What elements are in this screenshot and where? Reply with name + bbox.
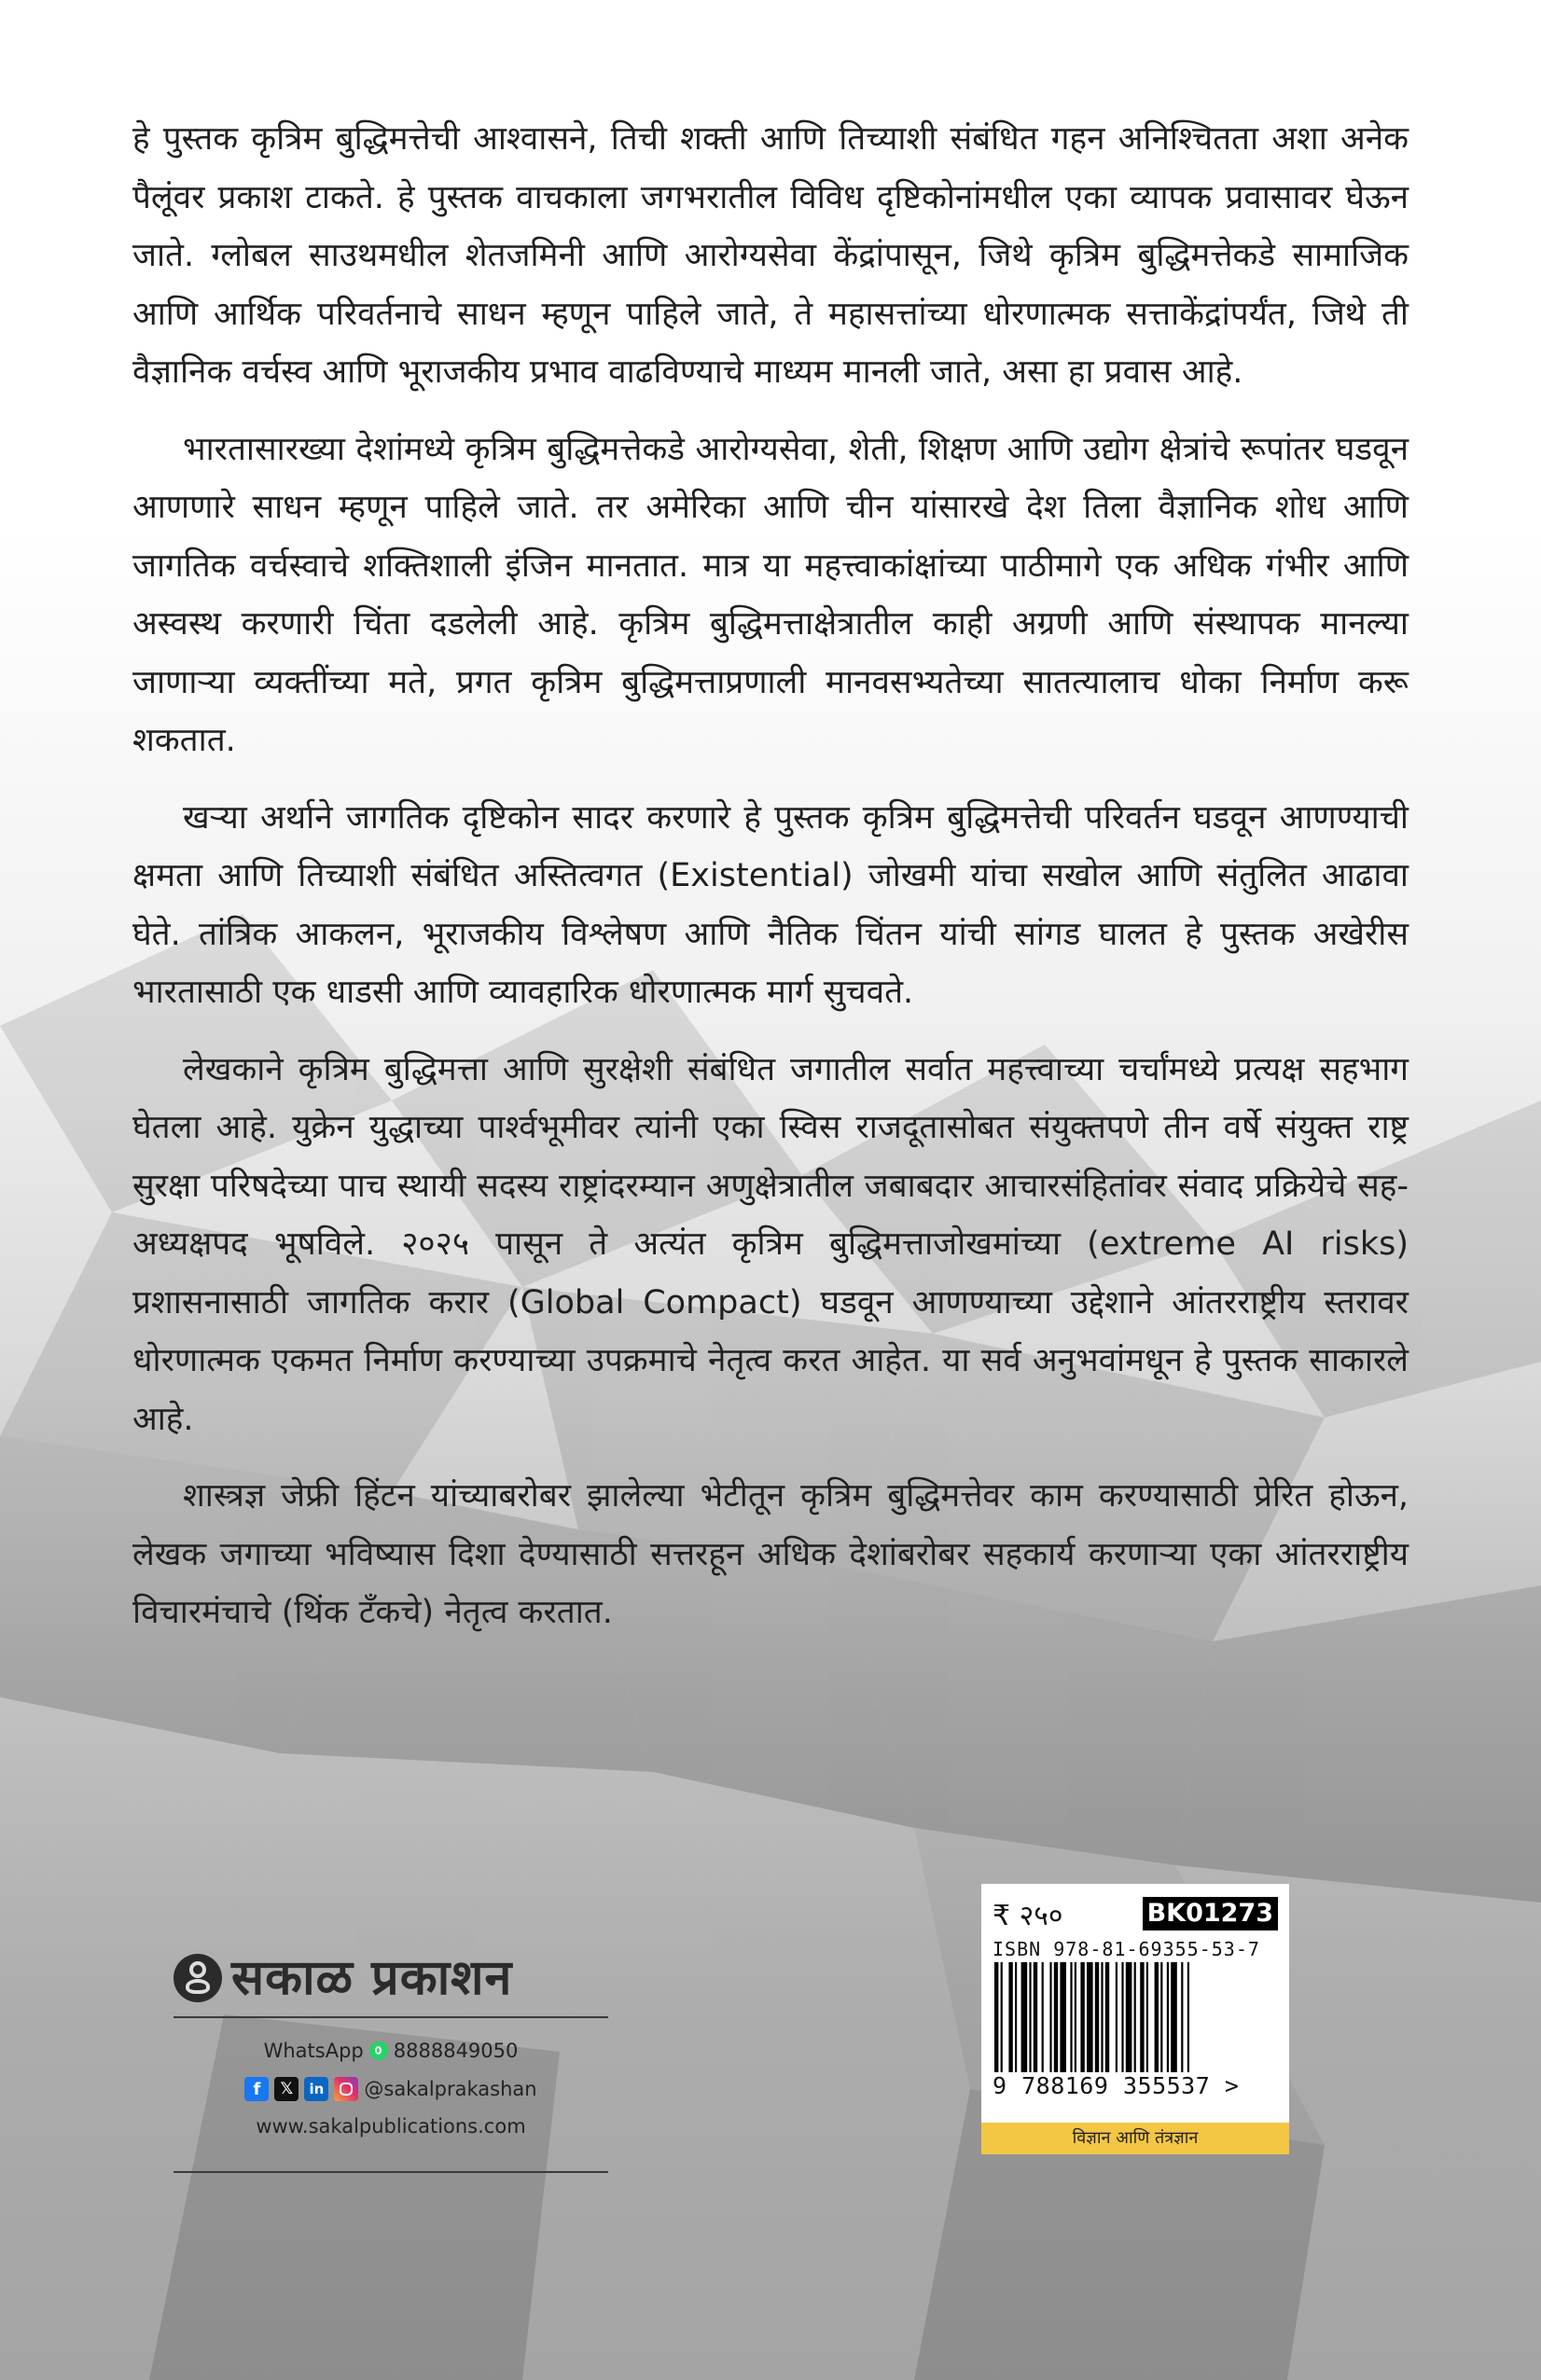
barcode-bar	[1070, 1962, 1072, 2072]
publisher-logo-icon	[174, 1954, 222, 2002]
barcode-bar	[1181, 1962, 1183, 2072]
barcode-bar	[1146, 1962, 1148, 2072]
social-row	[174, 2074, 608, 2104]
barcode-bar	[1126, 1962, 1132, 2072]
barcode-bar	[1140, 1962, 1144, 2072]
facebook-icon: f	[244, 2077, 269, 2101]
ean-digits: 9 788169 355537 >	[993, 2072, 1240, 2099]
whatsapp-label: WhatsApp	[263, 2040, 364, 2062]
category-label: विज्ञान आणि तंत्रज्ञान	[981, 2123, 1289, 2154]
barcode-bar	[1015, 1962, 1017, 2072]
publisher-block	[174, 1940, 608, 2182]
barcode-box	[981, 1884, 1289, 2154]
blurb-paragraph-3: खऱ्या अर्थाने जागतिक दृष्टिकोन सादर करणारे हे पुस्तक कृत्रिम बुद्धिमत्तेची परिवर्तन घडवून आणण्याची क्षमता आणि तिच्याशी संबंधित अस्तित्वगत (Existential) जोखमी यांचा सखोल आणि संतुलित आढावा घेते. तांत्रिक आकलन, भूराजकीय विश्लेषण आणि नैतिक चिंतन यांची सांगड घालत हे पुस्तक अखेरीस भारतासाठी एक धाडसी आणि व्यावहारिक धोरणात्मक मार्ग सुचवते.	[132, 798, 1409, 1011]
publisher-contact	[174, 2037, 608, 2141]
barcode-bars	[993, 1962, 1278, 2072]
barcode-bar	[1087, 1962, 1093, 2072]
barcode-bar	[1171, 1962, 1177, 2072]
barcode-bar	[1160, 1962, 1162, 2072]
isbn-text: ISBN 978-81-69355-53-7	[993, 1938, 1260, 1960]
blurb-paragraph-1: हे पुस्तक कृत्रिम बुद्धिमत्तेची आश्वासने, तिची शक्ती आणि तिच्याशी संबंधित गहन अनिश्चितता अशा अनेक पैलूंवर प्रकाश टाकते. हे पुस्तक वाचकाला जगभरातील विविध दृष्टिकोनांमधील एका व्यापक प्रवासावर घेऊन जाते. ग्लोबल साउथमधील शेतजमिनी आणि आरोग्यसेवा केंद्रांपासून, जिथे कृत्रिम बुद्धिमत्तेकडे सामाजिक आणि आर्थिक परिवर्तनाचे साधन म्हणून पाहिले जाते, ते महासत्तांच्या धोरणात्मक सत्ताकेंद्रांपर्यंत, जिथे ती वैज्ञानिक वर्चस्व आणि भूराजकीय प्रभाव वाढविण्याचे माध्यम मानली जाते, असा हा प्रवास आहे.	[132, 120, 1409, 391]
barcode-bar	[1029, 1962, 1031, 2072]
barcode-bar	[1155, 1962, 1159, 2072]
book-code: BK01273	[1143, 1897, 1278, 1930]
barcode-bar	[1134, 1962, 1136, 2072]
instagram-icon	[334, 2077, 358, 2101]
barcode-bar	[1101, 1962, 1103, 2072]
barcode-bar	[1049, 1962, 1051, 2072]
back-cover-blurb	[132, 110, 1409, 1661]
barcode-bar	[994, 1962, 998, 2072]
social-handle: @sakalprakashan	[364, 2078, 537, 2100]
x-icon: 𝕏	[274, 2077, 298, 2101]
barcode-bar	[1080, 1962, 1084, 2072]
price: ₹ २५०	[993, 1899, 1063, 1932]
barcode-bar	[1001, 1962, 1003, 2072]
barcode-bar	[1187, 1962, 1189, 2072]
barcode-bar	[1060, 1962, 1066, 2072]
barcode-bar	[1021, 1962, 1028, 2072]
barcode-bar	[1054, 1962, 1058, 2072]
barcode-header	[993, 1893, 1278, 1934]
whatsapp-number: 8888849050	[393, 2040, 519, 2062]
barcode-bar	[1095, 1962, 1099, 2072]
blurb-paragraph-5: शास्त्रज्ञ जेफ्री हिंटन यांच्याबरोबर झालेल्या भेटीतून कृत्रिम बुद्धिमत्तेवर काम करण्यासाठी प्रेरित होऊन, लेखक जगाच्या भविष्यास दिशा देण्यासाठी सत्तरहून अधिक देशांबरोबर सहकार्य करणाऱ्या एका आंतरराष्ट्रीय विचारमंचाचे (थिंक टँकचे) नेतृत्व करतात.	[132, 1477, 1409, 1631]
barcode-bar	[1121, 1962, 1123, 2072]
whatsapp-icon	[369, 2041, 388, 2060]
blurb-paragraph-4: लेखकाने कृत्रिम बुद्धिमत्ता आणि सुरक्षेशी संबंधित जगातील सर्वात महत्त्वाच्या चर्चांमध्ये प्रत्यक्ष सहभाग घेतला आहे. युक्रेन युद्धाच्या पार्श्वभूमीवर त्यांनी एका स्विस राजदूतासोबत संयुक्तपणे तीन वर्षे संयुक्त राष्ट्र सुरक्षा परिषदेच्या पाच स्थायी सदस्य राष्ट्रांदरम्यान अणुक्षेत्रातील जबाबदार आचारसंहितांवर संवाद प्रक्रियेचे सह-अध्यक्षपद भूषविले. २०२५ पासून ते अत्यंत कृत्रिम बुद्धिमत्ताजोखमांच्या (extreme AI risks) प्रशासनासाठी जागतिक करार (Global Compact) घडवून आणण्याच्या उद्देशाने आंतरराष्ट्रीय स्तरावर धोरणात्मक एकमत निर्माण करण्याच्या उपक्रमाचे नेतृत्व करत आहेत. या सर्व अनुभवांमधून हे पुस्तक साकारले आहे.	[132, 1050, 1409, 1438]
publisher-logo	[174, 1940, 608, 2018]
blurb-paragraph-2: भारतासारख्या देशांमध्ये कृत्रिम बुद्धिमत्तेकडे आरोग्यसेवा, शेती, शिक्षण आणि उद्योग क्षेत्रांचे रूपांतर घडवून आणणारे साधन म्हणून पाहिले जाते. तर अमेरिका आणि चीन यांसारखे देश तिला वैज्ञानिक शोध आणि जागतिक वर्चस्वाचे शक्तिशाली इंजिन मानतात. मात्र या महत्त्वाकांक्षांच्या पाठीमागे एक अधिक गंभीर आणि अस्वस्थ करणारी चिंता दडलेली आहे. कृत्रिम बुद्धिमत्ताक्षेत्रातील काही अग्रणी आणि संस्थापक मानल्या जाणाऱ्या व्यक्तींच्या मते, प्रगत कृत्रिम बुद्धिमत्ताप्रणाली मानवसभ्यतेच्या सातत्यालाच धोका निर्माण करू शकतात.	[132, 430, 1409, 759]
publisher-name: सकाळ प्रकाशन	[231, 1950, 513, 2006]
barcode-bar	[1075, 1962, 1076, 2072]
barcode-bar	[1105, 1962, 1109, 2072]
website-link: www.sakalpublications.com	[256, 2115, 526, 2138]
linkedin-icon: in	[304, 2077, 328, 2101]
barcode-bar	[1042, 1962, 1044, 2072]
barcode-bar	[1034, 1962, 1037, 2072]
barcode-bar	[1167, 1962, 1169, 2072]
whatsapp-row	[174, 2037, 608, 2065]
barcode-bar	[1116, 1962, 1118, 2072]
publisher-bottom-rule	[174, 2171, 608, 2173]
barcode-bar	[1008, 1962, 1012, 2072]
